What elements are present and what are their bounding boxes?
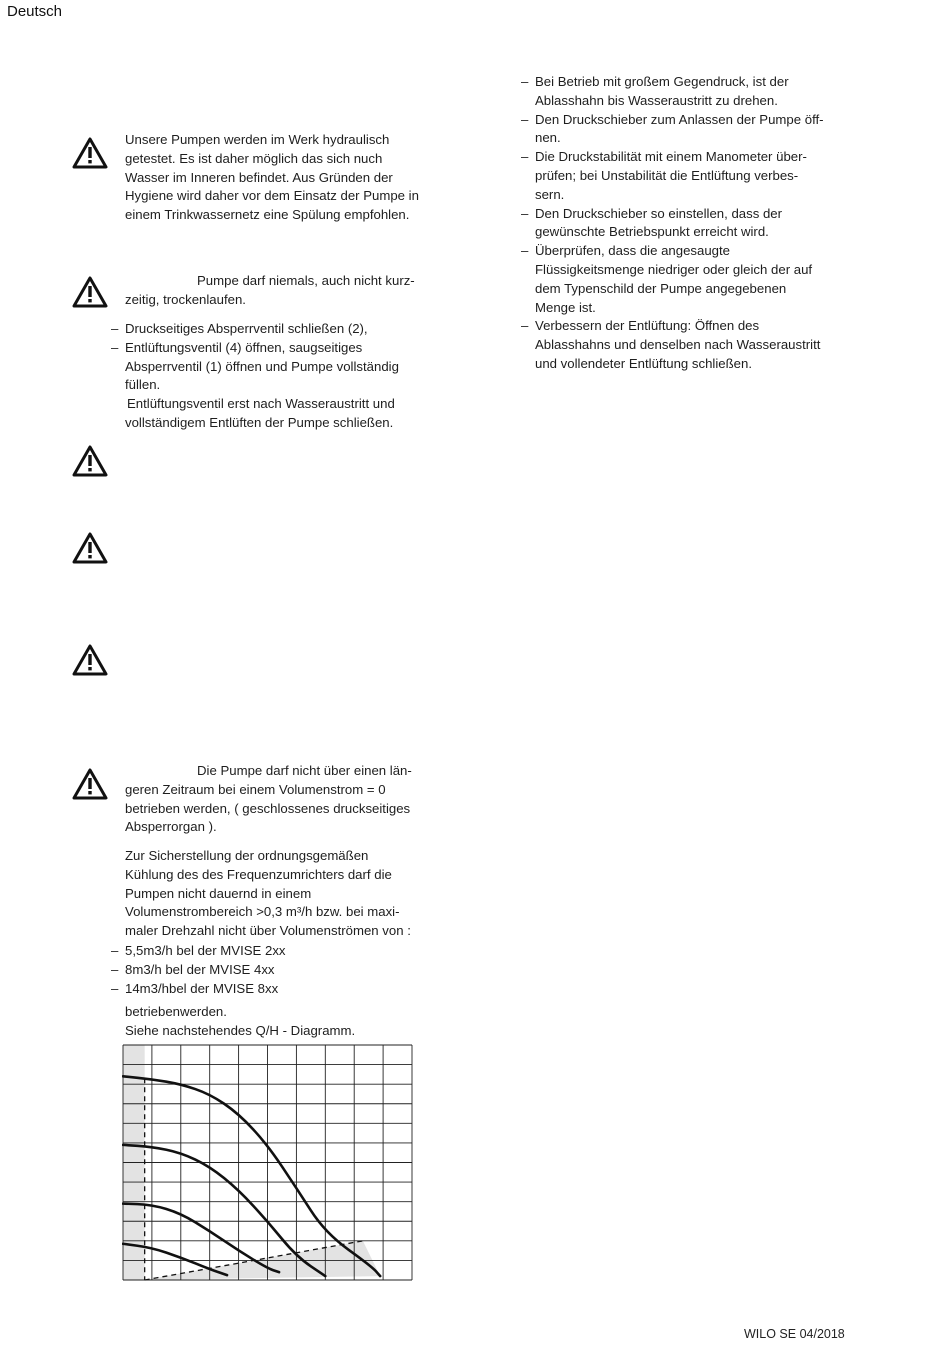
text-line: Verbessern der Entlüftung: Öffnen des (535, 318, 760, 334)
text-line: zeitig, trockenlaufen. (125, 291, 246, 307)
text-line: Zur Sicherstellung der ordnungsgemäßen (125, 848, 369, 863)
warning-triangle-icon (72, 768, 108, 800)
text-line: Den Druckschieber so einstellen, dass der (535, 205, 783, 221)
list-item: – Verbessern der Entlüftung: Öffnen des Ablasshahns und denselben nach Wasseraustritt und vollendeter Entlüftung schließen. (521, 317, 851, 373)
flow-limits-list (111, 942, 286, 998)
list-item: – Bei Betrieb mit großem Gegendruck, ist der Ablasshahn bis Wasseraustritt zu drehen. (521, 73, 851, 111)
right-column-steps (521, 73, 851, 374)
list-item: – Die Druckstabilität mit einem Manometer über- prüfen; bei Unstabilität die Entlüftung verbes- sern. (521, 148, 851, 204)
text-line: Absperrventil (1) öffnen und Pumpe vollständig (125, 358, 399, 374)
text-line: sern. (535, 186, 565, 202)
text-line: Volumenstrombereich >0,3 m³/h bzw. bei maxi- (125, 904, 400, 920)
text-line: maler Drehzahl nicht über Volumenströmen von : (125, 923, 411, 939)
warning-triangle-icon (72, 137, 108, 169)
text-line: Bei Betrieb mit großem Gegendruck, ist der (535, 74, 789, 89)
qh-diagram-svg (122, 1044, 413, 1281)
text-line: Unsere Pumpen werden im Werk hydraulisch (125, 132, 390, 147)
text-line: und vollendeter Entlüftung schließen. (535, 355, 753, 371)
text-line: Hygiene wird daher vor dem Einsatz der Pumpe in (125, 188, 419, 204)
list-item: – 14m3/hbel der MVISE 8xx (111, 980, 279, 996)
zero-flow-warning (125, 762, 412, 837)
text-line: betrieben werden, ( geschlossenes druckseitiges (125, 800, 411, 816)
text-line: Die Pumpe darf nicht über einen län- (197, 763, 412, 778)
text-line: Pumpen nicht dauernd in einem (125, 885, 312, 901)
filling-steps (111, 320, 399, 433)
qh-diagram (122, 1044, 413, 1281)
warning-triangle-icon (72, 276, 108, 308)
hygiene-notice (125, 131, 419, 225)
pump-curve-1 (123, 1076, 380, 1276)
text-line: gewünschte Betriebspunkt erreicht wird. (535, 224, 769, 240)
text-line: Siehe nachstehendes Q/H - Diagramm. (125, 1022, 356, 1038)
dry-run-warning (125, 272, 415, 310)
text-line: prüfen; bei Unstabilität die Entlüftung verbes- (535, 167, 799, 183)
text-line: Pumpe darf niemals, auch nicht kurz- (197, 273, 415, 288)
text-line: getestet. Es ist daher möglich das sich nuch (125, 150, 383, 166)
text-line: Ablasshahns und denselben nach Wasseraustritt (535, 337, 821, 353)
list-item: – Entlüftungsventil (4) öffnen, saugseitiges (111, 339, 363, 355)
text-line: Entlüftungsventil erst nach Wasseraustritt und (127, 396, 395, 412)
list-item: – 5,5m3/h bel der MVISE 2xx (111, 943, 286, 958)
text-line: Den Druckschieber zum Anlassen der Pumpe öff- (535, 111, 824, 127)
warning-triangle-icon (72, 644, 108, 676)
text-line: Ablasshahn bis Wasseraustritt zu drehen. (535, 92, 778, 108)
text-line: Absperrorgan ). (125, 819, 217, 835)
text-line: dem Typenschild der Pumpe angegebenen (535, 280, 787, 296)
language-label: Deutsch (7, 3, 63, 20)
text-line: Wasser im Inneren befindet. Aus Gründen der (125, 169, 393, 185)
text-line: vollständigem Entlüften der Pumpe schließen. (125, 414, 394, 430)
list-item: – Druckseitiges Absperrventil schließen (2), (111, 321, 368, 336)
text-line: nen. (535, 130, 561, 146)
text-line: füllen. (125, 377, 161, 393)
warning-triangle-icon (72, 532, 108, 564)
text-line: Kühlung des des Frequenzumrichters darf die (125, 866, 392, 882)
list-item: – Überprüfen, dass die angesaugte Flüssigkeitsmenge niedriger oder gleich der auf dem Typenschild der Pumpe angegebenen Menge ist. (521, 242, 851, 317)
text-line: einem Trinkwassernetz eine Spülung empfohlen. (125, 207, 410, 223)
list-item: – 8m3/h bel der MVISE 4xx (111, 961, 275, 977)
warning-triangle-icon (72, 445, 108, 477)
text-line: Überprüfen, dass die angesaugte (535, 243, 731, 259)
list-item: – Den Druckschieber zum Anlassen der Pumpe öff- nen. (521, 111, 851, 149)
diagram-reference (125, 1003, 355, 1041)
cooling-notice (125, 847, 411, 941)
text-line: Flüssigkeitsmenge niedriger oder gleich der auf (535, 261, 813, 277)
text-line: Die Druckstabilität mit einem Manometer über- (535, 149, 807, 165)
list-item: – Den Druckschieber so einstellen, dass der gewünschte Betriebspunkt erreicht wird. (521, 205, 851, 243)
footer-text: WILO SE 04/2018 (744, 1327, 845, 1341)
text-line: Menge ist. (535, 299, 596, 315)
text-line: geren Zeitraum bei einem Volumenstrom = 0 (125, 781, 386, 797)
text-line: betriebenwerden. (125, 1004, 227, 1019)
pump-curve-3 (123, 1204, 279, 1273)
